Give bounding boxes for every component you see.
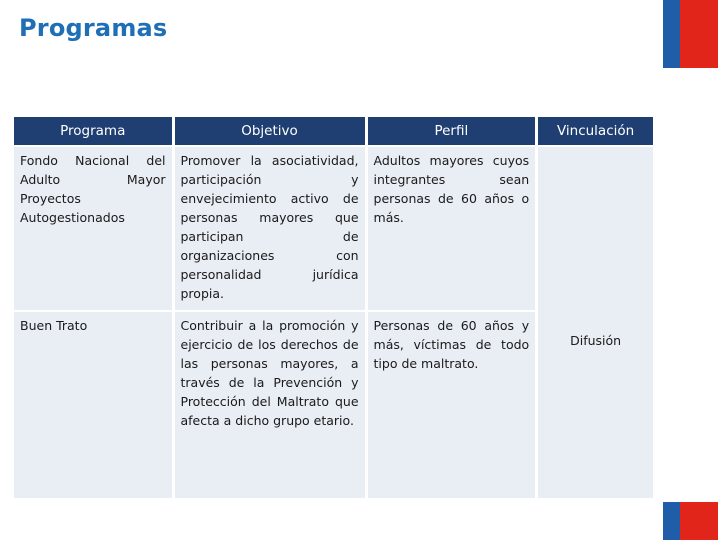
header-objetivo: Objetivo	[175, 117, 365, 145]
table-header-row	[14, 117, 653, 145]
flag-logo-bottom	[663, 502, 718, 540]
cell-objetivo: Promover la asociatividad, participación y envejecimiento activo de personas mayores que participan de organizaciones con personalidad jurídica propia.	[175, 147, 365, 310]
flag-logo-top	[663, 0, 718, 68]
cell-programa: Buen Trato	[14, 312, 172, 498]
flag-blue-stripe	[663, 0, 680, 68]
header-perfil: Perfil	[368, 117, 536, 145]
flag-blue-stripe	[663, 502, 680, 540]
header-vinculacion: Vinculación	[538, 117, 653, 145]
flag-red-stripe	[680, 502, 718, 540]
programs-table	[11, 115, 656, 500]
table-row	[14, 147, 653, 310]
cell-programa: Fondo Nacional del Adulto Mayor Proyectos Autogestionados	[14, 147, 172, 310]
cell-vinculacion: Difusión	[538, 147, 653, 498]
page-title: Programas	[19, 14, 168, 42]
cell-perfil: Personas de 60 años y más, víctimas de todo tipo de maltrato.	[368, 312, 536, 498]
flag-red-stripe	[680, 0, 718, 68]
cell-perfil: Adultos mayores cuyos integrantes sean personas de 60 años o más.	[368, 147, 536, 310]
header-programa: Programa	[14, 117, 172, 145]
cell-objetivo: Contribuir a la promoción y ejercicio de los derechos de las personas mayores, a través de la Prevención y Protección del Maltrato que afecta a dicho grupo etario.	[175, 312, 365, 498]
